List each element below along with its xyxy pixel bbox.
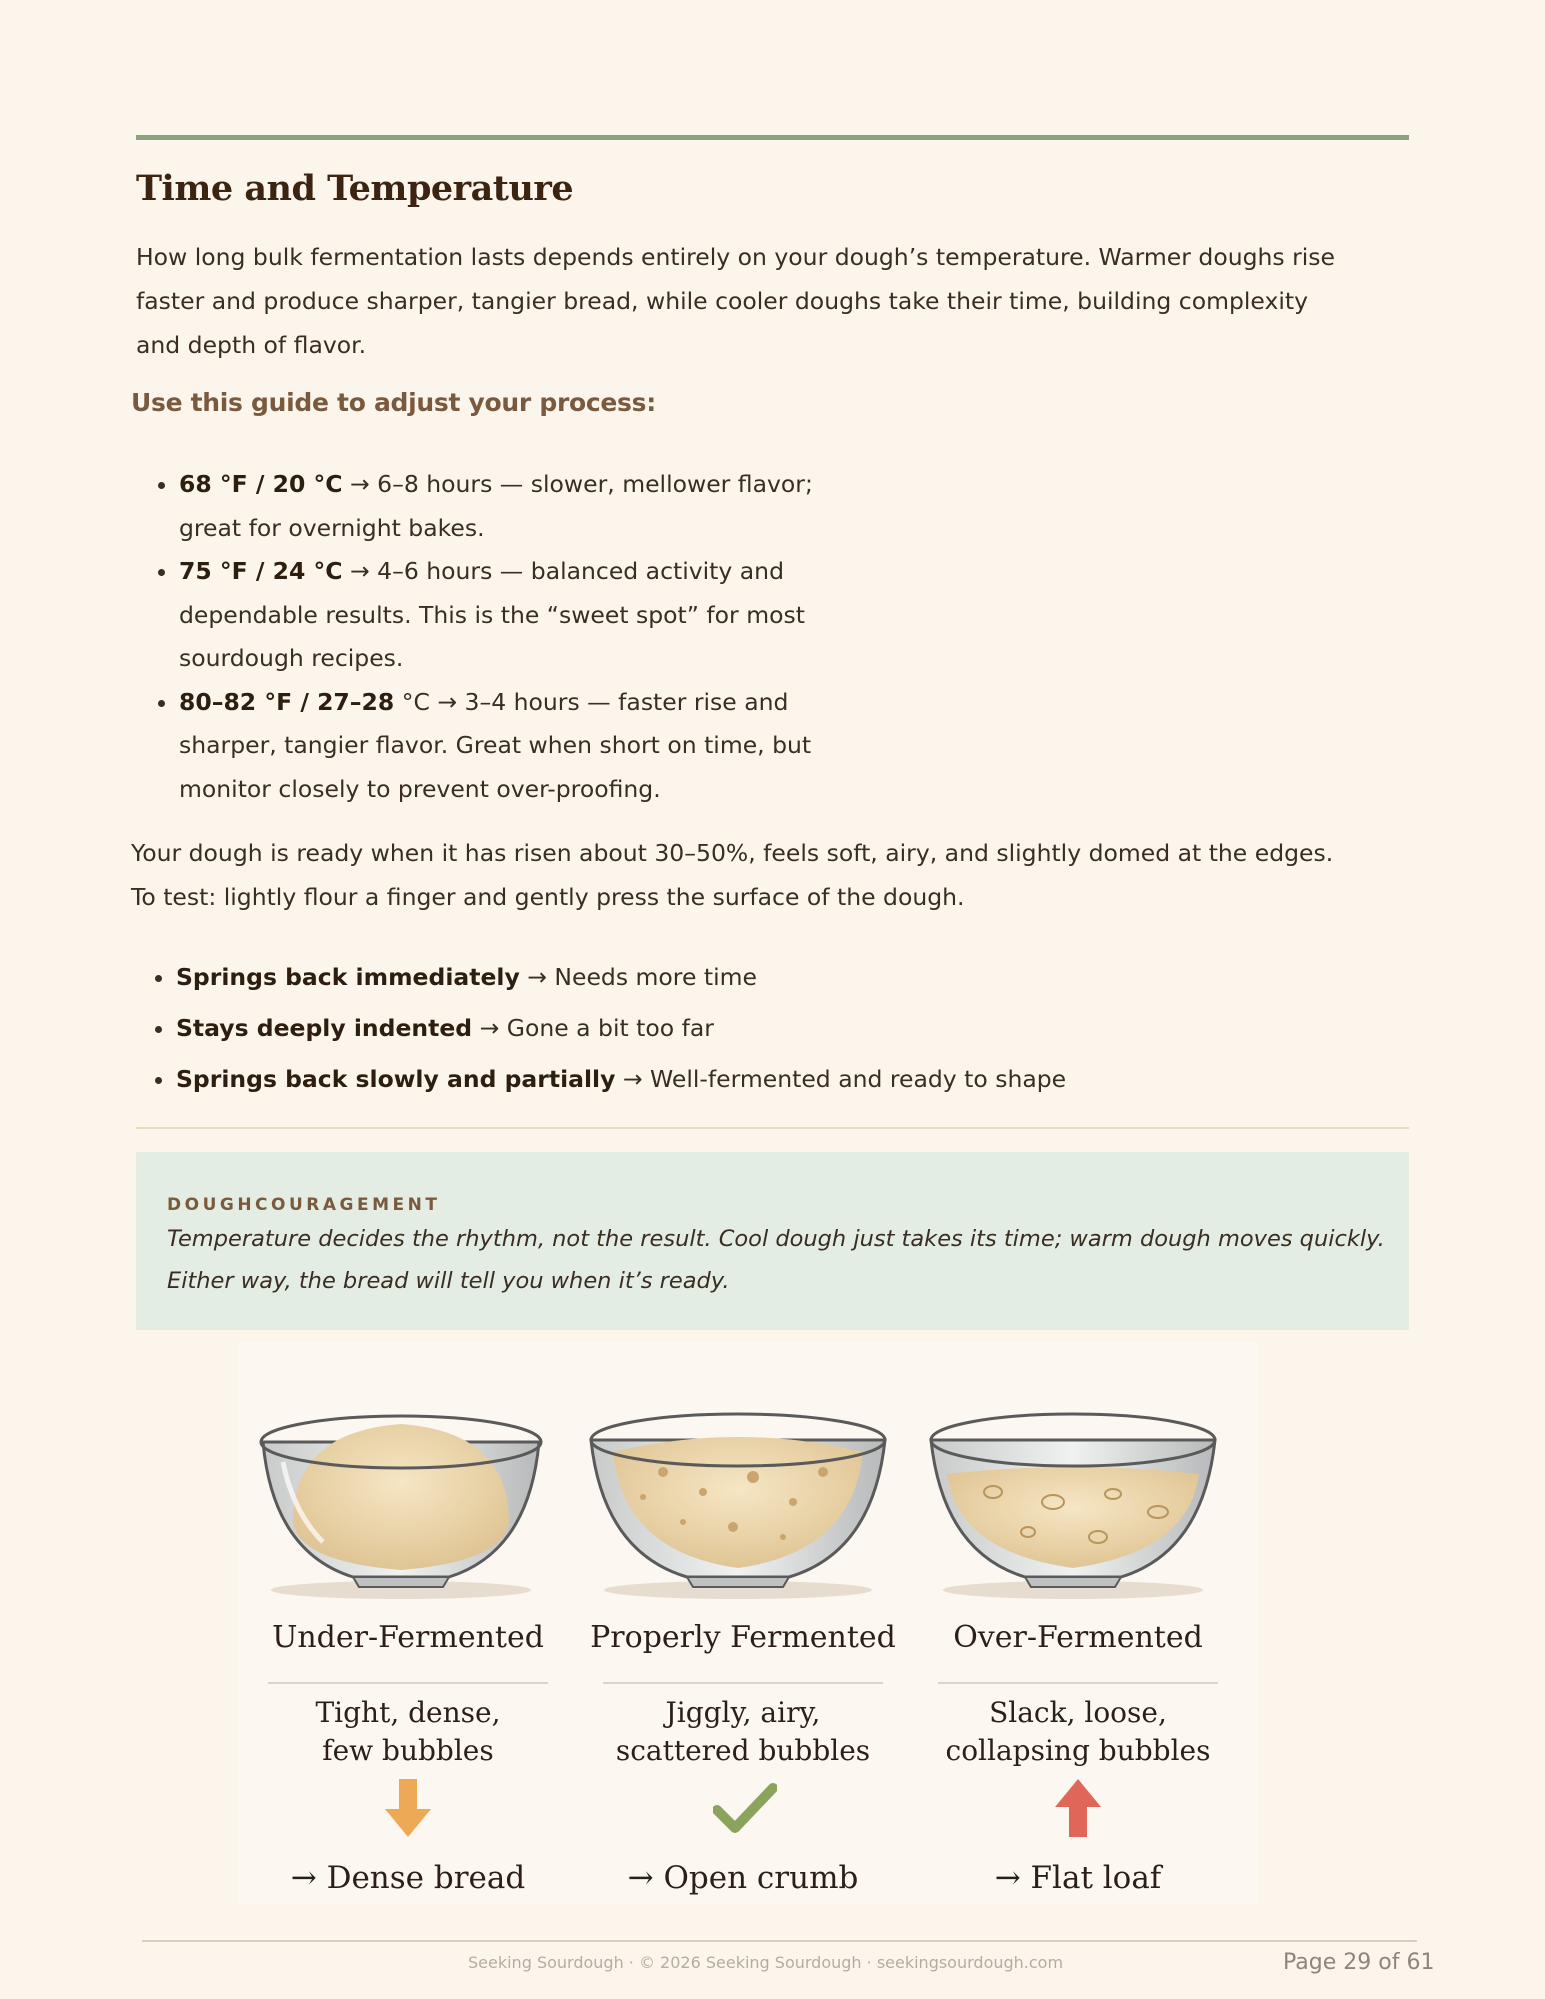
intro-paragraph: How long bulk fermentation lasts depends entirely on your dough’s temperature. Warmer doughs rise faster and produce sharper, tangier bread, while cooler doughs take their time, building complexity and depth of flavor. — [136, 243, 1336, 359]
properly-fermented-bowl-icon — [583, 1402, 893, 1602]
test-instruction: To test: lightly flour a finger and gently press the surface of the dough. — [131, 883, 965, 911]
column-divider — [938, 1682, 1218, 1684]
readiness-line: Your dough is ready when it has risen about 30–50%, feels soft, airy, and slightly domed at the edges. — [131, 839, 1334, 867]
page-number — [1283, 1950, 1434, 1975]
properly-fermented-column — [573, 1342, 913, 1904]
section-divider — [136, 1127, 1409, 1129]
poke-test-item — [176, 1003, 1066, 1054]
temperature-item — [179, 463, 859, 550]
temperature-item — [179, 681, 859, 812]
page-total: 61 — [1406, 1950, 1435, 1975]
page-current: 29 — [1343, 1950, 1372, 1975]
footer-credits: Seeking Sourdough · © 2026 Seeking Sourdough · seekingsourdough.com — [468, 1953, 1064, 1972]
temperature-label: 75 °F / 24 °C — [179, 557, 343, 585]
temperature-list — [136, 463, 859, 811]
guide-subheading: Use this guide to adjust your process: — [131, 388, 656, 417]
up-arrow-icon — [1053, 1777, 1103, 1839]
column-description — [908, 1694, 1248, 1770]
column-result: → Open crumb — [627, 1860, 859, 1896]
column-title: Properly Fermented — [590, 1620, 896, 1655]
down-arrow-icon — [383, 1777, 433, 1839]
column-divider — [603, 1682, 883, 1684]
column-result: → Dense bread — [290, 1860, 526, 1896]
footer-divider — [142, 1940, 1417, 1942]
under-fermented-bowl-icon — [253, 1402, 553, 1602]
temperature-item — [179, 550, 859, 681]
temperature-label: 80–82 °F / 27–28 — [179, 687, 395, 716]
poke-test-result: Stays deeply indented — [176, 1014, 473, 1042]
section-title: Time and Temperature — [136, 168, 574, 209]
description-line: few bubbles — [322, 1734, 494, 1767]
over-fermented-column — [908, 1342, 1248, 1904]
under-fermented-column — [238, 1342, 578, 1904]
page-label: Page — [1283, 1950, 1337, 1975]
poke-test-meaning: → Needs more time — [519, 963, 757, 991]
poke-test-result: Springs back slowly and partially — [176, 1065, 616, 1093]
page-of: of — [1378, 1950, 1400, 1975]
fermentation-illustration — [238, 1342, 1258, 1904]
description-line: Slack, loose, — [989, 1696, 1167, 1729]
temperature-label: 68 °F / 20 °C — [179, 470, 343, 498]
temperature-description: → 4–6 hours — balanced activity and dependable results. This is the “sweet spot” for most sourdough recipes. — [179, 557, 805, 672]
doughcouragement-callout — [136, 1152, 1409, 1330]
callout-text: Temperature decides the rhythm, not the result. Cool dough just takes its time; warm dough moves quickly. Either way, the bread will tell you when it’s ready. — [167, 1226, 1385, 1294]
temperature-description: °C → 3–4 hours — faster rise and sharper, tangier flavor. Great when short on time, but monitor closely to prevent over-proofing. — [179, 687, 812, 803]
poke-test-meaning: → Well-fermented and ready to shape — [615, 1065, 1067, 1093]
column-divider — [268, 1682, 548, 1684]
top-divider — [136, 135, 1409, 140]
callout-label: DOUGHCOURAGEMENT — [167, 1195, 441, 1215]
over-fermented-bowl-icon — [923, 1402, 1223, 1602]
column-title: Under-Fermented — [272, 1620, 544, 1655]
poke-test-result: Springs back immediately — [176, 963, 520, 991]
poke-test-meaning: → Gone a bit too far — [472, 1014, 714, 1042]
poke-test-item — [176, 952, 1066, 1003]
description-line: Jiggly, airy, — [665, 1696, 821, 1729]
poke-test-list — [131, 952, 1066, 1105]
readiness-paragraph — [131, 831, 1431, 919]
column-description — [238, 1694, 578, 1770]
description-line: Tight, dense, — [315, 1696, 501, 1729]
poke-test-item — [176, 1054, 1066, 1105]
description-line: collapsing bubbles — [945, 1734, 1211, 1767]
description-line: scattered bubbles — [615, 1734, 871, 1767]
column-description — [573, 1694, 913, 1770]
column-title: Over-Fermented — [953, 1620, 1203, 1655]
check-icon — [713, 1782, 777, 1836]
temperature-description: → 6–8 hours — slower, mellower flavor; great for overnight bakes. — [179, 470, 813, 542]
column-result: → Flat loaf — [994, 1860, 1162, 1896]
